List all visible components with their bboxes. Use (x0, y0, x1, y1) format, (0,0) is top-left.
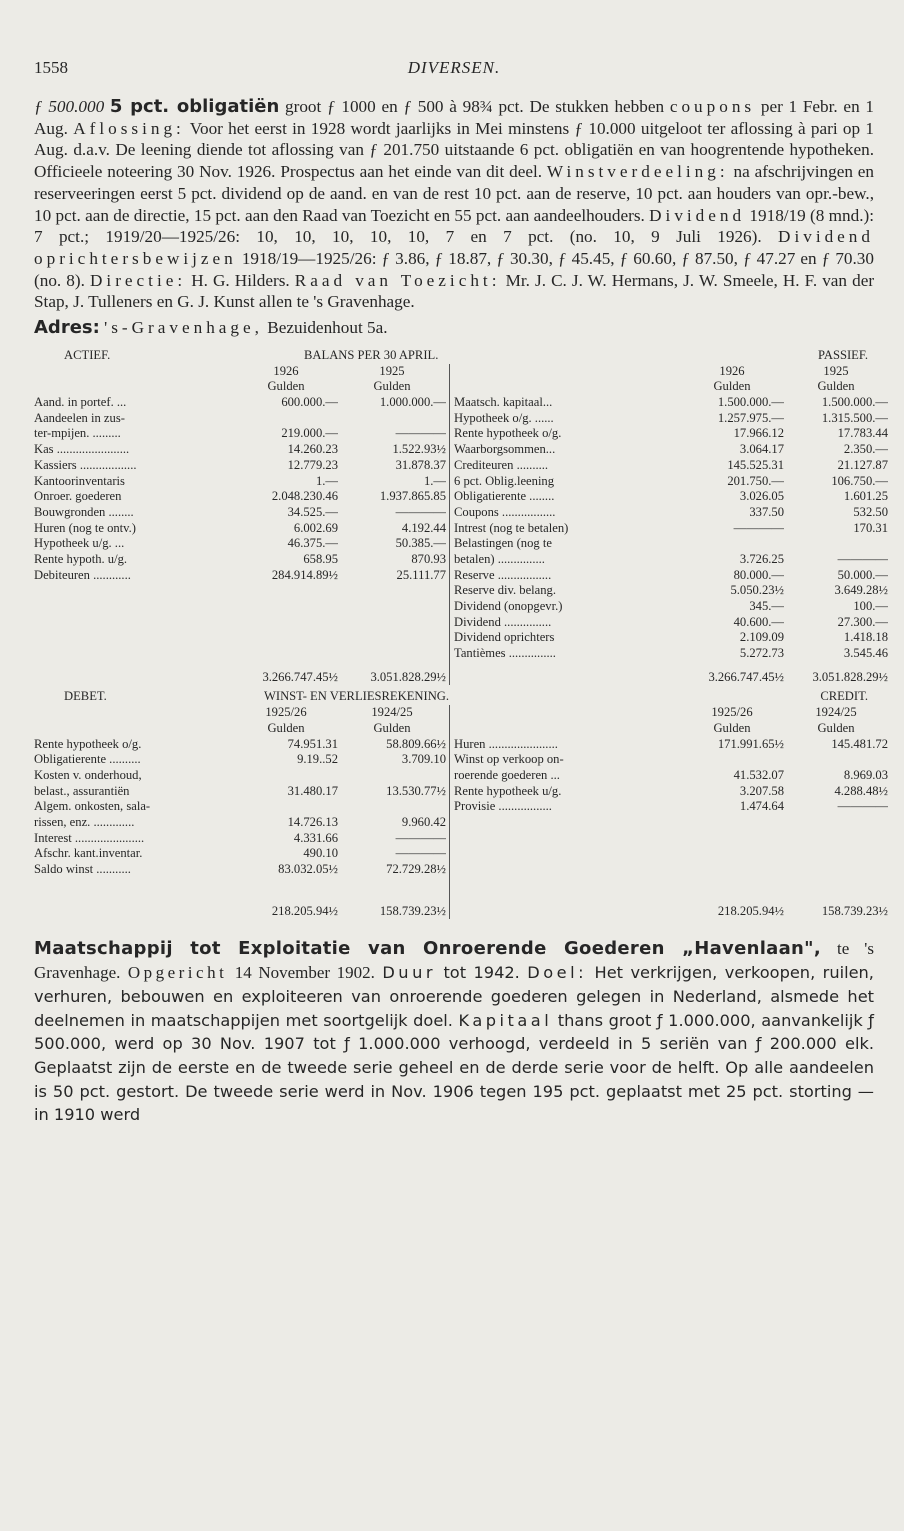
liability-value: 17.783.44 (837, 426, 888, 441)
debit-row (34, 799, 445, 815)
liability-row (454, 489, 888, 505)
liability-row (454, 583, 888, 599)
asset-label: Aand. in portef. ... (34, 395, 127, 410)
debit-label: Saldo winst ........... (34, 862, 131, 877)
running-head (34, 58, 874, 88)
company-paragraph-havenlaan: Maatschappij tot Exploitatie van Onroerende Goederen „Havenlaan", te 's Gravenhage. Opgericht 14 November 1902. Duur tot 1942. Doel: Het verkrijgen, verkoopen, ruilen, verhuren, bebouwen en exploiteeren van onroerende goederen gelegen in Nederland, alsmede het deelnemen in maatschappijen met soortgelijk doel. Kapitaal thans groot ƒ 1.000.000, aanvankelijk ƒ 500.000, werd op 30 Nov. 1907 tot ƒ 1.000.000 verhoogd, verdeeld in 5 seriën van ƒ 200.000 elk. Geplaatst zijn de eerste en de tweede serie geheel en de derde serie voor de helft. Op alle aandeelen is 50 pct. gestort. De tweede serie werd in Nov. 1906 tegen 195 pct. geplaatst met 25 pct. storting — in 1910 werd (34, 938, 874, 1125)
asset-value: 1.— (423, 473, 446, 488)
liability-label: Reserve ................. (454, 567, 552, 582)
credit-value: 3.207.58 (739, 783, 784, 798)
asset-value: 1.522.93½ (392, 442, 446, 457)
credit-value (680, 752, 784, 768)
asset-label: Debiteuren ............ (34, 567, 131, 582)
credit-value: 145.481.72 (831, 736, 888, 751)
credit-row (454, 737, 888, 753)
credit-label: Huren ...................... (454, 736, 558, 751)
credit-value: ———— (837, 799, 888, 814)
asset-value: 34.525.— (287, 504, 338, 519)
liability-row (454, 395, 888, 411)
debit-value (234, 799, 338, 815)
asset-value: 219.000.— (281, 426, 338, 441)
debit-value: ———— (395, 830, 446, 845)
debit-value: 83.032.05½ (278, 862, 338, 877)
liability-value: 1.418.18 (843, 630, 888, 645)
liability-value: 3.545.46 (843, 646, 888, 661)
section-heading: DIVERSEN. (407, 58, 501, 77)
debit-label: Interest ...................... (34, 830, 145, 845)
asset-label: Aandeelen in zus- (34, 410, 125, 425)
liability-value: 3.064.17 (739, 442, 784, 457)
credit-row (454, 799, 888, 815)
pl-totals (34, 878, 888, 920)
asset-value: 46.375.— (287, 536, 338, 551)
debit-label: rissen, enz. ............. (34, 815, 135, 829)
debit-row (34, 752, 445, 768)
bond-type: 5 pct. obligatiën (109, 96, 280, 117)
liability-row (454, 568, 888, 584)
actief-title: ACTIEF. (64, 348, 111, 363)
liability-label: Reserve div. belang. (454, 583, 556, 598)
liability-label: Dividend ............... (454, 614, 552, 629)
debit-row (34, 846, 445, 862)
liability-row (454, 521, 888, 537)
bond-amount: ƒ 500.000 (34, 97, 105, 116)
liability-label: Hypotheek o/g. ...... (454, 410, 554, 425)
debit-value: 14.726.13 (287, 815, 338, 829)
balance-title-row (34, 348, 874, 364)
passief-title: PASSIEF. (818, 348, 868, 363)
debit-value: 74.951.31 (287, 736, 338, 751)
liability-value: 345.— (749, 599, 784, 614)
liability-value: ———— (733, 520, 784, 535)
liability-value: 17.966.12 (733, 426, 784, 441)
liability-label: Obligatierente ........ (454, 489, 555, 504)
liability-value: 80.000.— (733, 567, 784, 582)
profit-loss-account (34, 689, 888, 919)
liability-row (454, 426, 888, 442)
liability-value: 337.50 (749, 504, 784, 519)
asset-value: 12.779.23 (287, 457, 338, 472)
debit-row (34, 784, 445, 800)
credit-total-1925-26: 218.205.94½ (717, 903, 784, 918)
asset-label: Kassiers .................. (34, 457, 137, 472)
debit-row (34, 862, 445, 878)
liability-row (454, 615, 888, 631)
asset-row (34, 458, 445, 474)
liability-row (454, 646, 888, 662)
document-page (34, 58, 888, 1143)
liability-row (454, 458, 888, 474)
liability-value: 201.750.— (727, 473, 784, 488)
asset-label: ter-mpijen. ......... (34, 426, 121, 441)
liability-label: Maatsch. kapitaal... (454, 395, 553, 410)
liability-row (454, 505, 888, 521)
asset-value: 1.937.865.85 (379, 489, 446, 504)
debit-label: Afschr. kant.inventar. (34, 846, 143, 861)
liability-value: 2.350.— (843, 442, 888, 457)
asset-value: 1.000.000.— (379, 395, 446, 410)
asset-row (34, 568, 445, 584)
liability-value: 1.257.975.— (717, 410, 784, 425)
debit-value (234, 768, 338, 784)
debit-total-1925-26: 218.205.94½ (271, 903, 338, 918)
asset-value: 50.385.— (395, 536, 446, 551)
credit-value (784, 752, 888, 768)
liabilities-column: 1926 1925 Gulden Gulden Maatsch. kapitaal... 1.500.000.— 1.500.000.— Hypotheek o/g. ...... 1.257.975.— 1.315.500.— Rente hypotheek o/g. 17.966.12 17.783.44 Waarborgsommen... 3.064.17 2.350.— Crediteuren .......... 145.525.31 21.127.87 6 pct. Oblig.leening 201.750.— 106.750.— Obligatierente ........ 3.026.05 1.601.25 Coupons ................. 337.50 532.50 Intrest (nog te betalen) ———— 170.31 Belastingen (nog te betalen) ............... 3.726.25 ———— Reserve ................. 80.000.— 50.000.— Reserve div. belang. 5.050.23½ 3.649.28½ Dividend (onopgevr.) 345.— 100.— Dividend ............... 40.600.— 27.300.— Dividend oprichters 2.109.09 1.418.18 Tantièmes ............... 5.272.73 3.545.46 (454, 363, 888, 661)
credit-label: Provisie ................. (454, 799, 552, 814)
asset-row (34, 411, 445, 427)
credit-value: 8.969.03 (843, 767, 888, 782)
balance-sheet (34, 348, 888, 685)
debit-value: 9.960.42 (401, 815, 446, 829)
debit-label: Rente hypotheek o/g. (34, 736, 142, 751)
asset-value: ———— (395, 504, 446, 519)
liability-value: 5.050.23½ (730, 583, 784, 598)
company-name: Maatschappij tot Exploitatie van Onroerende Goederen „Havenlaan", (34, 938, 821, 960)
credit-value: 4.288.48½ (834, 783, 888, 798)
liability-value (680, 536, 784, 552)
liability-value: 1.315.500.— (821, 410, 888, 425)
liability-value: ———— (837, 551, 888, 566)
liability-label: Coupons ................. (454, 504, 556, 519)
liability-label: Crediteuren .......... (454, 457, 549, 472)
asset-value: ———— (395, 426, 446, 441)
address-label: Adres: (34, 317, 100, 339)
liability-value: 1.500.000.— (717, 395, 784, 410)
debit-value: 3.709.10 (401, 752, 446, 767)
liability-label: Dividend (onopgevr.) (454, 599, 563, 614)
debit-value (338, 768, 446, 784)
asset-value: 4.192.44 (401, 520, 446, 535)
credit-row (454, 784, 888, 800)
credit-total-1924-25: 158.739.23½ (821, 903, 888, 918)
liability-label: Rente hypotheek o/g. (454, 426, 562, 441)
credit-title: CREDIT. (820, 689, 868, 704)
liability-row (454, 630, 888, 646)
liability-row (454, 411, 888, 427)
debit-value: 490.10 (303, 846, 338, 861)
credit-value: 171.991.65½ (717, 736, 784, 751)
liability-label: Dividend oprichters (454, 630, 555, 645)
asset-label: Huren (nog te ontv.) (34, 520, 137, 535)
debit-value: 9.19..52 (297, 752, 338, 767)
liability-value: 145.525.31 (727, 457, 784, 472)
asset-row (34, 489, 445, 505)
liability-row (454, 552, 888, 568)
asset-label: Hypotheek u/g. ... (34, 536, 125, 551)
credit-value: 41.532.07 (733, 767, 784, 782)
credit-row (454, 768, 888, 784)
asset-row (34, 505, 445, 521)
credit-row (454, 752, 888, 768)
debit-total-1924-25: 158.739.23½ (379, 903, 446, 918)
liabilities-total-1925: 3.051.828.29½ (812, 669, 888, 684)
liability-row (454, 599, 888, 615)
asset-value: 2.048.230.46 (271, 489, 338, 504)
debit-value: ———— (395, 846, 446, 861)
liability-value: 532.50 (853, 504, 888, 519)
pl-title: WINST- EN VERLIESREKENING. (264, 689, 450, 704)
liability-value: 100.— (853, 599, 888, 614)
liability-value: 170.31 (853, 520, 888, 535)
asset-value: 284.914.89½ (271, 567, 338, 582)
liabilities-total-1926: 3.266.747.45½ (708, 669, 784, 684)
assets-column: 1926 1925 Gulden Gulden Aand. in portef. ... 600.000.— 1.000.000.— Aandeelen in zus- ter-mpijen. ......... 219.000.— ———— Kas ....................... 14.260.23 1.522.93½ Kassiers .................. 12.779.23 31.878.37 Kantoorinventaris 1.— 1.— Onroer. goederen 2.048.230.46 1.937.865.85 Bouwgronden ........ 34.525.— ———— Huren (nog te ontv.) 6.002.69 4.192.44 Hypotheek u/g. ... 46.375.— 50.385.— Rente hypoth. u/g. 658.95 870.93 Debiteuren ............ 284.914.89½ 25.111.77 (34, 364, 450, 662)
debit-value: 13.530.77½ (386, 783, 446, 798)
credit-label: roerende goederen ... (454, 767, 560, 782)
balance-totals (34, 662, 888, 686)
asset-row (34, 426, 445, 442)
credit-column: 1925/26 1924/25 Gulden Gulden Huren ...................... 171.991.65½ 145.481.72 Winst op verkoop on- roerende goederen ... 41.532.07 8.969.03 Rente hypotheek u/g. 3.207.58 4.288.48½ Provisie ................. 1.474.64 ———— (454, 705, 888, 814)
balance-title: BALANS PER 30 APRIL. (304, 348, 439, 363)
credit-value: 1.474.64 (739, 799, 784, 814)
liability-value: 3.649.28½ (834, 583, 888, 598)
liability-label: betalen) ............... (454, 551, 545, 566)
asset-row (34, 536, 445, 552)
liability-label: Tantièmes ............... (454, 646, 556, 661)
debit-row (34, 831, 445, 847)
asset-row (34, 395, 445, 411)
liability-row (454, 442, 888, 458)
liability-value: 50.000.— (837, 567, 888, 582)
liability-label: Waarborgsommen... (454, 442, 556, 457)
asset-value: 658.95 (303, 551, 338, 566)
liability-value: 5.272.73 (739, 646, 784, 661)
asset-value (234, 411, 338, 427)
liability-value: 3.026.05 (739, 489, 784, 504)
debit-label: belast., assurantiën (34, 783, 130, 798)
asset-value: 600.000.— (281, 395, 338, 410)
debit-value (338, 799, 446, 815)
asset-value: 6.002.69 (293, 520, 338, 535)
asset-value (338, 411, 446, 427)
asset-label: Rente hypoth. u/g. (34, 551, 128, 566)
asset-label: Kas ....................... (34, 442, 130, 457)
debit-column: 1925/26 1924/25 Gulden Gulden Rente hypotheek o/g. 74.951.31 58.809.66½ Obligatierente .......... 9.19..52 3.709.10 Kosten v. onderhoud, belast., assurantiën 31.480.17 13.530.77½ Algem. onkosten, sala- rissen, enz. ............. 14.726.13 9.960.42 Interest ...................... 4.331.66 ———— Afschr. kant.inventar. 490.10 ———— Saldo winst ........... 83.032.05½ 72.729.28½ (34, 705, 450, 878)
company-paragraph: ƒ 500.000 5 pct. obligatiën groot ƒ 1000 en ƒ 500 à 98¾ pct. De stukken hebben coupons per 1 Febr. en 1 Aug. Aflossing: Voor het eerst in 1928 wordt jaarlijks in Mei minstens ƒ 10.000 uitgeloot ter aflossing à pari op 1 Aug. d.a.v. De leening diende tot aflossing van ƒ 201.750 uitstaande 6 pct. obligatiën en van hoogrentende hypotheken. Officieele noteering 30 Nov. 1926. Prospectus aan het einde van dit deel. Winstverdeeling: na afschrijvingen en reserveeringen eerst 5 pct. dividend op de aand. en van de rest 10 pct. aan de reserve, 10 pct. aan houders van opr.-bew., 10 pct. aan de directie, 15 pct. aan den Raad van Toezicht en 55 pct. aan aandeelhouders. Dividend 1918/19 (8 mnd.): 7 pct.; 1919/20—1925/26: 10, 10, 10, 10, 10, 7 en 7 pct. (no. 10, 9 Juli 1926). Dividend oprichtersbewijzen 1918/19—1925/26: ƒ 3.86, ƒ 18.87, ƒ 30.30, ƒ 45.45, ƒ 60.60, ƒ 87.50, ƒ 47.27 en ƒ 70.30 (no. 8). Directie: H. G. Hilders. Raad van Toezicht: Mr. J. C. J. W. Hermans, J. W. Smeele, H. F. van der Stap, J. Tulleners en G. J. Kunst allen te 's Gravenhage. (34, 96, 875, 312)
debit-row (34, 768, 445, 784)
pl-title-row (34, 689, 874, 705)
asset-value: 870.93 (411, 551, 446, 566)
asset-row (34, 442, 445, 458)
debit-label: Kosten v. onderhoud, (34, 767, 142, 782)
asset-row (34, 521, 445, 537)
liability-label: Belastingen (nog te (454, 536, 552, 551)
liability-row (454, 536, 888, 552)
asset-value: 14.260.23 (287, 442, 338, 457)
liability-value: 1.601.25 (843, 489, 888, 504)
liability-row (454, 474, 888, 490)
debit-row (34, 737, 445, 753)
debit-value: 58.809.66½ (386, 736, 446, 751)
debit-value: 72.729.28½ (386, 862, 446, 877)
liability-value: 40.600.— (733, 614, 784, 629)
asset-value: 1.— (315, 473, 338, 488)
liability-value: 2.109.09 (739, 630, 784, 645)
address-line: Adres: 's-Gravenhage, Bezuidenhout 5a. (34, 317, 388, 339)
assets-total-1926: 3.266.747.45½ (262, 669, 338, 684)
page-number: 1558 (34, 58, 68, 77)
liability-value: 27.300.— (837, 614, 888, 629)
asset-row (34, 552, 445, 568)
debet-title: DEBET. (64, 689, 107, 704)
liability-value: 3.726.25 (739, 551, 784, 566)
debit-row (34, 815, 445, 831)
debit-value: 31.480.17 (287, 783, 338, 798)
liability-value: 106.750.— (831, 473, 888, 488)
credit-label: Rente hypotheek u/g. (454, 783, 562, 798)
debit-label: Algem. onkosten, sala- (34, 799, 151, 814)
assets-total-1925: 3.051.828.29½ (370, 669, 446, 684)
liability-value (784, 536, 888, 552)
asset-label: Kantoorinventaris (34, 473, 125, 488)
liability-value: 21.127.87 (837, 457, 888, 472)
asset-value: 31.878.37 (395, 457, 446, 472)
asset-label: Bouwgronden ........ (34, 504, 134, 519)
asset-row (34, 474, 445, 490)
credit-label: Winst op verkoop on- (454, 752, 564, 767)
liability-label: Intrest (nog te betalen) (454, 520, 569, 535)
asset-value: 25.111.77 (396, 567, 446, 582)
liability-label: 6 pct. Oblig.leening (454, 473, 555, 488)
liability-value: 1.500.000.— (821, 395, 888, 410)
debit-label: Obligatierente .......... (34, 752, 141, 767)
asset-label: Onroer. goederen (34, 489, 122, 504)
debit-value: 4.331.66 (293, 830, 338, 845)
